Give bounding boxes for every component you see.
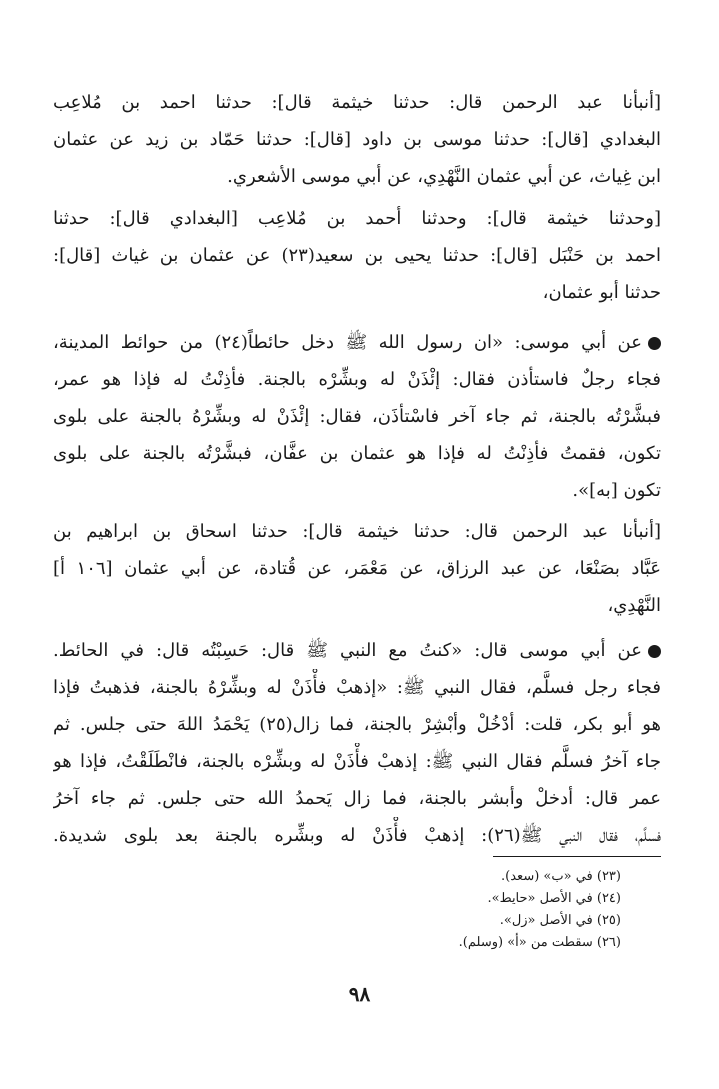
text-line: عمر قال: أدخلْ وأبشر بالجنة، فما زال يَحمدُ الله حتى جلس. ثم جاء آخرُ — [53, 788, 661, 809]
paragraph-isnad-1 — [53, 84, 661, 195]
text-line: عَبَّاد بصَنْعَا، عن عبد الرزاق، عن مَعْمَر، عن قُتادة، عن أبي عثمان [١٠٦ أ] — [53, 558, 661, 579]
text-line: تكون [به]». — [572, 480, 661, 501]
text-line: البغدادي [قال]: حدثنا موسى بن داود [قال]: حدثنا حَمّاد بن زيد عن عثمان — [53, 129, 661, 150]
footnote: (٢٥) في الأصل «زل». — [499, 913, 621, 928]
text-line — [53, 324, 661, 361]
footnote-divider — [493, 856, 661, 857]
page-number: ٩٨ — [348, 982, 371, 1006]
text-line — [53, 632, 661, 669]
bullet-icon — [648, 337, 661, 350]
text-line-content: عن أبي موسى: «ان رسول الله ﷺ دخل حائطاً(٢٤) من حوائط المدينة، — [53, 332, 642, 353]
bullet-icon — [648, 645, 661, 658]
text-line: هو أبو بكر، قلت: أدْخُلْ وأبْشِرْ بالجنة، فما زال(٢٥) يَحْمَدُ اللهَ حتى جلس. ثم — [53, 714, 661, 735]
text-line: فسلَّم، فقال النبي ﷺ(٢٦): إذهبْ فأْذَنْ له وبشِّره بالجنة بعد بلوى شديدة. — [53, 825, 661, 846]
paragraph-isnad-2 — [53, 200, 661, 311]
footnote: (٢٦) سقطت من «أ» (وسلم). — [458, 935, 621, 950]
text-line: [وحدثنا خيثمة قال]: وحدثنا أحمد بن مُلاعِب [البغدادي قال]: حدثنا — [53, 208, 661, 229]
text-line: ابن غِياث، عن أبي عثمان النَّهْدِي، عن أبي موسى الأشعري. — [227, 166, 661, 187]
text-line: [أنبأنا عبد الرحمن قال: حدثنا خيثمة قال]: حدثنا احمد بن مُلاعِب — [53, 92, 661, 113]
text-line-content: عن أبي موسى قال: «كنتُ مع النبي ﷺ قال: حَسِبْتُه قال: في الحائط. — [53, 640, 642, 661]
text-line: النَّهْدِي، — [607, 595, 661, 616]
text-line: فبشَّرْتُه بالجنة، ثم جاء آخر فاسْتأذَن، فقال: إئْذَنْ له وبشِّرْهُ بالجنة على بلوى — [53, 406, 661, 427]
text-line: احمد بن حَنْبَل [قال]: حدثنا يحيى بن سعيد(٢٣) عن عثمان بن غياث [قال]: — [53, 245, 661, 266]
text-line: فجاء رجل فسلَّم، فقال النبي ﷺ: «إذهبْ فأْذَنْ له وبشِّرْهُ بالجنة، فذهبتُ فإذا — [53, 677, 661, 698]
paragraph-hadith-1 — [53, 324, 661, 509]
text-line: تكون، فقمتُ فأذِنْتُ له فإذا هو عثمان بن عفَّان، فبشَّرْتُه بالجنة على بلوى — [53, 443, 661, 464]
text-line: [أنبأنا عبد الرحمن قال: حدثنا خيثمة قال]: حدثنا اسحاق بن ابراهيم بن — [53, 521, 661, 542]
footnotes — [101, 866, 621, 954]
text-line: حدثنا أبو عثمان، — [542, 282, 661, 303]
text-line: جاء آخرُ فسلَّم فقال النبي ﷺ: إذهبْ فأْذَنْ له وبشِّرْه بالجنة، فانْطَلَقْتُ، فإذا هو — [53, 751, 661, 772]
paragraph-hadith-2 — [53, 632, 661, 854]
paragraph-isnad-3 — [53, 513, 661, 624]
text-line: فجاء رجلٌ فاستأذن فقال: إئْذَنْ له وبشِّرْه بالجنة. فأذِنْتُ له فإذا هو عمر، — [53, 369, 661, 390]
footnote: (٢٣) في «ب» (سعد). — [501, 869, 621, 884]
footnote: (٢٤) في الأصل «حايط». — [487, 891, 621, 906]
